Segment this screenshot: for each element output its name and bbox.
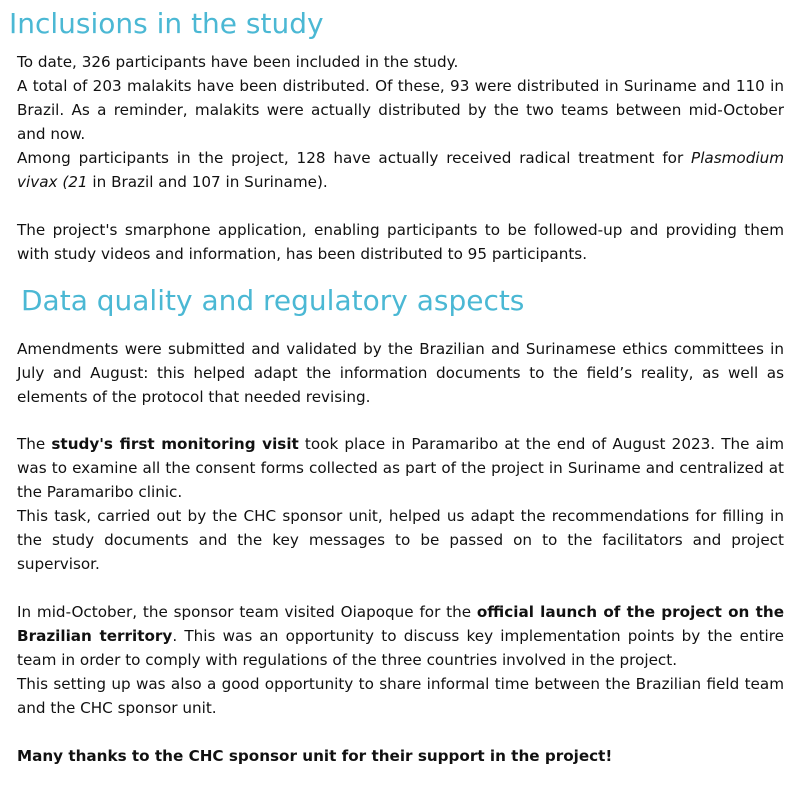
section-heading-data-quality: Data quality and regulatory aspects: [21, 284, 525, 317]
monitoring-bold: study's first monitoring visit: [51, 435, 299, 453]
monitoring-post: took place in Paramaribo at the end of August 2023. The aim was to examine all the consent forms collected as part of the project in Suriname and centralized at the Paramaribo clinic.: [17, 435, 784, 501]
launch-bold: official launch of the project on the Brazilian territory: [17, 603, 784, 645]
paragraph-treatment: [17, 147, 784, 195]
paragraph-launch: [17, 601, 784, 672]
monitoring-pre: The: [17, 435, 52, 453]
paragraph-task: This task, carried out by the CHC sponsor unit, helped us adapt the recommendations for filling in the study documents and the key messages to be passed on to the facilitators and project supervisor.: [17, 507, 784, 573]
treatment-tail: in Brazil and 107 in Suriname).: [87, 172, 328, 191]
section-heading-inclusions: Inclusions in the study: [9, 7, 324, 40]
paragraph-malakits: A total of 203 malakits have been distributed. Of these, 93 were distributed in Suriname and 110 in Brazil. As a reminder, malakits were actually distributed by the two teams between mid-October and now.: [17, 77, 784, 143]
paragraph-thanks: Many thanks to the CHC sponsor unit for their support in the project!: [17, 747, 613, 765]
species-name: Plasmodium vivax (21: [17, 149, 784, 191]
treatment-text: Among participants in the project, 128 have actually received radical treatment for: [17, 149, 692, 167]
paragraph-setup: This setting up was also a good opportunity to share informal time between the Brazilian field team and the CHC sponsor unit.: [17, 675, 784, 717]
paragraph-app: The project's smarphone application, enabling participants to be followed-up and providing them with study videos and information, has been distributed to 95 participants.: [17, 221, 784, 263]
paragraph-participants: To date, 326 participants have been included in the study.: [17, 53, 459, 71]
paragraph-amendments: Amendments were submitted and validated by the Brazilian and Surinamese ethics committees in July and August: this helped adapt the information documents to the field’s reality, as well as elements of the protocol that needed revising.: [17, 340, 784, 406]
launch-post: . This was an opportunity to discuss key implementation points by the entire team in order to comply with regulations of the three countries involved in the project.: [17, 626, 784, 669]
launch-pre: In mid-October, the sponsor team visited Oiapoque for the: [17, 603, 477, 621]
paragraph-monitoring: [17, 433, 784, 504]
